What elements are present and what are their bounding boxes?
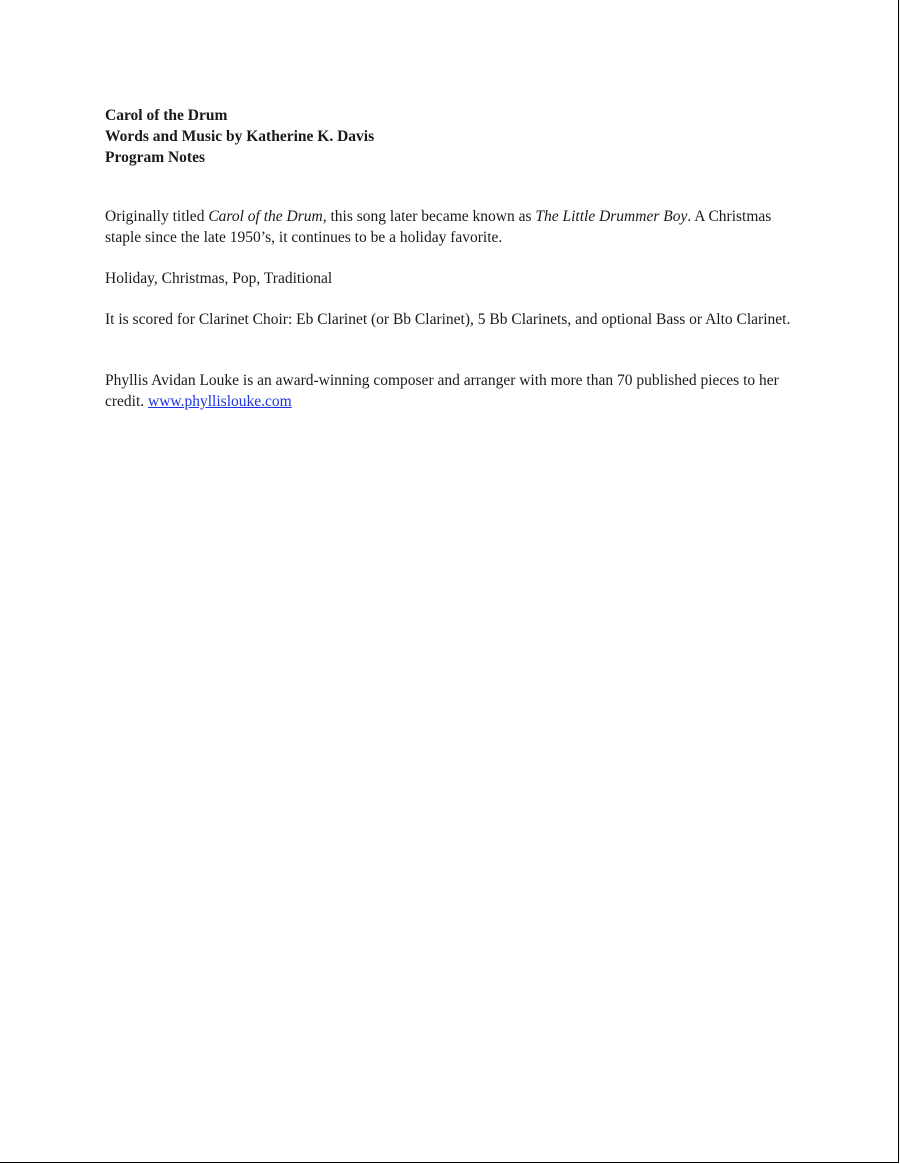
bio-text: Phyllis Avidan Louke is an award-winning composer and arranger with more than 70 published pieces to her credit. (105, 372, 779, 410)
document-body (105, 105, 805, 432)
section-title: Program Notes (105, 149, 206, 166)
song-credit: Words and Music by Katherine K. Davis (105, 128, 375, 145)
genres-paragraph: Holiday, Christmas, Pop, Traditional (105, 270, 333, 287)
bio-paragraph (105, 370, 805, 412)
scoring-paragraph: It is scored for Clarinet Choir: Eb Clarinet (or Bb Clarinet), 5 Bb Clarinets, and optional Bass or Alto Clarinet. (105, 311, 791, 328)
original-title: Carol of the Drum (208, 208, 323, 225)
intro-middle: , this song later became known as (322, 208, 536, 225)
intro-paragraph (105, 206, 805, 248)
website-link[interactable]: www.phyllislouke.com (148, 393, 292, 410)
intro-tail: . A Christmas staple since the late 1950’s, it continues to be a holiday favorite. (105, 208, 772, 246)
intro-lead: Originally titled (105, 208, 209, 225)
later-title: The Little Drummer Boy (535, 208, 688, 225)
song-title: Carol of the Drum (105, 107, 228, 124)
heading-block (105, 105, 805, 168)
